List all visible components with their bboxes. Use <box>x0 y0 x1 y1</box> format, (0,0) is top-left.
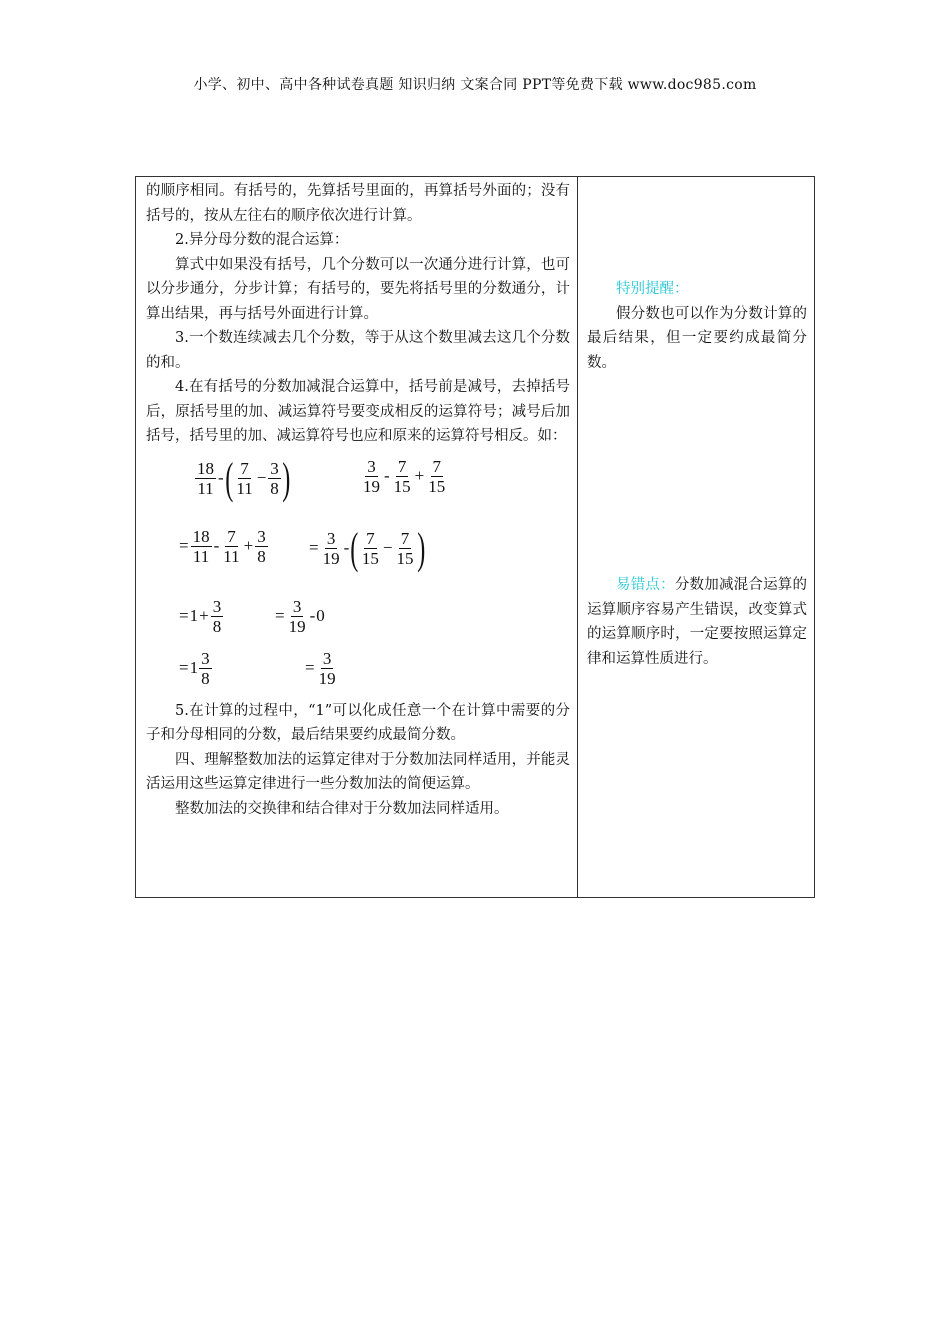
tip-body: 假分数也可以作为分数计算的最后结果，但一定要约成最简分数。 <box>587 305 807 371</box>
example1-line3: = 1 + $\frac{3}{8}$ <box>179 596 222 636</box>
fraction: $\frac{3}{8}$ <box>270 459 279 498</box>
right-column <box>587 177 807 671</box>
fraction: $\frac{3}{8}$ <box>201 648 210 688</box>
error-title: 易错点： <box>616 577 675 593</box>
fraction: $\frac{7}{11}$ <box>236 459 253 498</box>
fraction: $\frac{3}{19}$ <box>322 529 340 568</box>
paragraph-6: 5.在计算的过程中，“1”可以化成任意一个在计算中需要的分子和分母相同的分数，最后结果要约成最简分数。 <box>146 702 570 743</box>
fraction: $\frac{18}{11}$ <box>197 459 214 498</box>
fraction: $\frac{7}{15}$ <box>428 456 446 496</box>
paragraph-8: 整数加法的交换律和结合律对于分数加法同样适用。 <box>175 800 509 817</box>
column-divider <box>577 177 578 897</box>
fraction: $\frac{7}{15}$ <box>396 529 414 568</box>
fraction: $\frac{3}{8}$ <box>257 526 266 566</box>
fraction: $\frac{7}{15}$ <box>393 456 411 496</box>
error-body: 分数加减混合运算的运算顺序容易产生错误，改变算式的运算顺序时，一定要按照运算定律和运算性质进行。 <box>587 577 808 667</box>
tip-title: 特别提醒： <box>616 281 689 297</box>
fraction: $\frac{3}{8}$ <box>212 596 222 636</box>
content-table <box>135 176 815 898</box>
fraction: $\frac{7}{15}$ <box>361 529 379 568</box>
example2-line3: = $\frac{3}{19}$ - 0 <box>275 596 325 636</box>
fraction: $\frac{3}{19}$ <box>318 648 336 688</box>
example1-line1: $\frac{18}{11}$ - ( $\frac{7}{11}$ − $\frac{3}{8}$ ) <box>197 453 291 503</box>
paragraph-2: 2.异分母分数的混合运算： <box>175 232 349 248</box>
math-examples <box>146 449 570 699</box>
fraction: $\frac{7}{11}$ <box>223 526 240 566</box>
example2-line4: = $\frac{3}{19}$ <box>305 648 336 688</box>
example2-line2: = $\frac{3}{19}$ - ( $\frac{7}{15}$ − $\frac{7}{15}$ ) <box>309 523 425 573</box>
paragraph-5: 4.在有括号的分数加减混合运算中，括号前是减号，去掉括号后，原括号里的加、减运算符号要变成相反的运算符号；减号后加括号，括号里的加、减运算符号也应和原来的运算符号相反。如： <box>146 379 570 444</box>
paragraph-7: 四、理解整数加法的运算定律对于分数加法同样适用，并能灵活运用这些运算定律进行一些分数加法的简便运算。 <box>146 751 570 792</box>
fraction: $\frac{3}{19}$ <box>363 456 380 496</box>
fraction: $\frac{18}{11}$ <box>192 526 210 566</box>
left-column <box>146 179 570 821</box>
example1-line2: = $\frac{18}{11}$ - $\frac{7}{11}$ + $\frac{3}{8}$ <box>179 526 266 566</box>
paragraph-4: 3.一个数连续减去几个分数，等于从这个数里减去这几个分数的和。 <box>146 330 570 371</box>
paragraph-1: 的顺序相同。有括号的，先算括号里面的，再算括号外面的；没有括号的，按从左往右的顺序依次进行计算。 <box>146 183 570 224</box>
paragraph-3: 算式中如果没有括号，几个分数可以一次通分进行计算，也可以分步通分，分步计算；有括号的，要先将括号里的分数通分，计算出结果，再与括号外面进行计算。 <box>146 256 570 322</box>
example2-line1: $\frac{3}{19}$ - $\frac{7}{15}$ + $\frac{7}{15}$ <box>363 456 446 496</box>
example1-line4: = 1 $\frac{3}{8}$ <box>179 648 210 688</box>
page-header: 小学、初中、高中各种试卷真题 知识归纳 文案合同 PPT等免费下载 www.doc985.com <box>193 77 757 93</box>
fraction: $\frac{3}{19}$ <box>288 596 306 636</box>
error-note <box>587 573 807 671</box>
